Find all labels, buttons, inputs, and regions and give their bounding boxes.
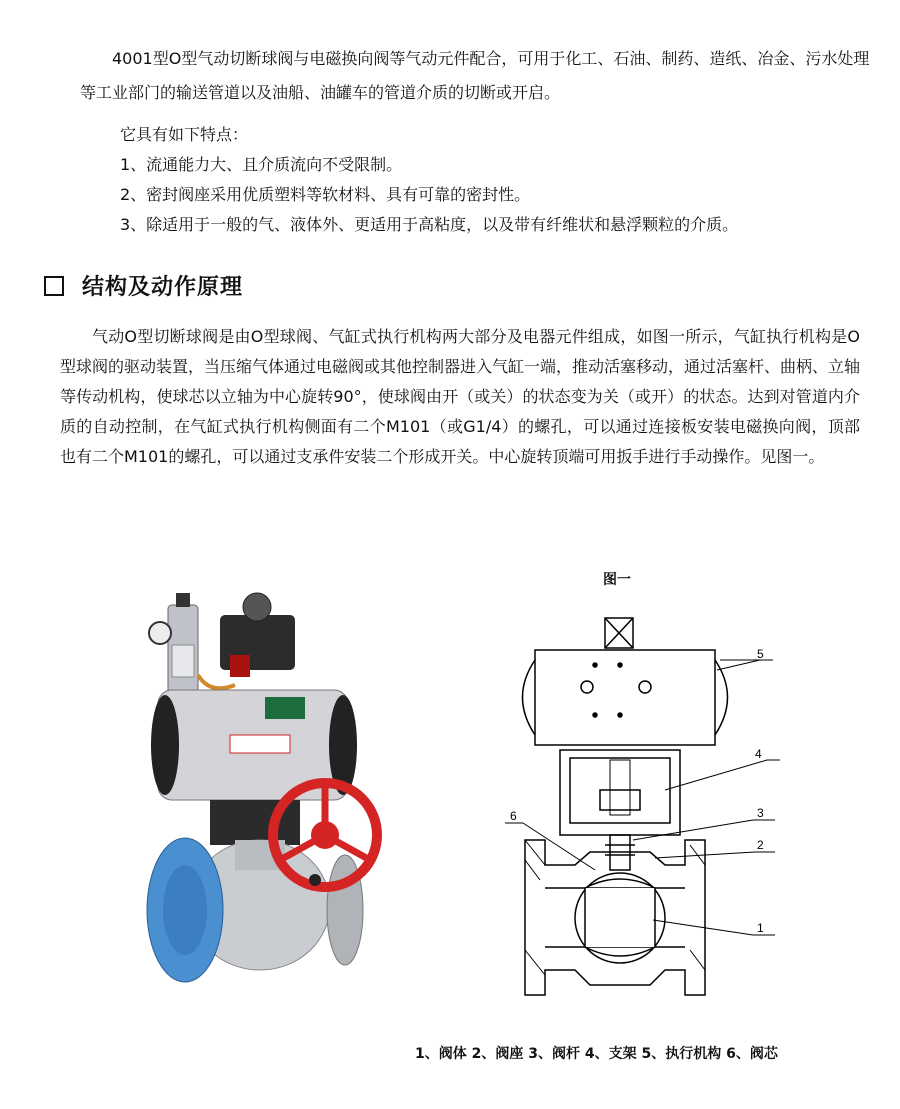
section-paragraph: 气动O型切断球阀是由O型球阀、气缸式执行机构两大部分及电器元件组成，如图一所示，气缸执行机构是O型球阀的驱动装置，当压缩气体通过电磁阀或其他控制器进入气缸一端，推动活塞移动，通过活塞杆、曲柄、立轴等传动机构，使球芯以立轴为中心旋转90°，使球阀由开（或关）的状态变为关（或开）的状态。达到对管道内介质的自动控制，在气缸式执行机构侧面有二个M101（或G1/4）的螺孔，可以通过连接板安装电磁换向阀，顶部也有二个M101的螺孔，可以通过支承件安装二个形成开关。中心旋转顶端可用扳手进行手动操作。见图一。 — [60, 327, 861, 466]
part-label: 6 — [510, 809, 517, 823]
part-label: 5 — [757, 647, 764, 661]
intro-block — [80, 42, 870, 110]
feature-item: 2、密封阀座采用优质塑料等软材料、具有可靠的密封性。 — [120, 185, 531, 204]
part-label: 1 — [757, 921, 764, 935]
part-label: 4 — [755, 747, 762, 761]
intro-paragraph: 4001型O型气动切断球阀与电磁换向阀等气动元件配合，可用于化工、石油、制药、造纸、冶金、污水处理等工业部门的输送管道以及油船、油罐车的管道介质的切断或开启。 — [80, 49, 870, 102]
features-heading: 它具有如下特点： — [120, 125, 249, 144]
valve-technical-drawing — [505, 590, 795, 1010]
feature-item: 1、流通能力大、且介质流向不受限制。 — [120, 155, 403, 174]
figure-caption: 1、阀体 2、阀座 3、阀杆 4、支架 5、执行机构 6、阀芯 — [415, 1046, 778, 1062]
features-list — [120, 120, 738, 240]
section-title: 结构及动作原理 — [82, 275, 244, 300]
part-label: 3 — [757, 806, 764, 820]
section-heading — [44, 270, 243, 301]
part-label: 2 — [757, 838, 764, 852]
feature-item: 3、除适用于一般的气、液体外、更适用于高粘度，以及带有纤维状和悬浮颗粒的介质。 — [120, 215, 739, 234]
figure-title: 图一 — [603, 572, 631, 588]
valve-photo — [140, 585, 400, 1005]
square-bullet-icon — [44, 276, 64, 296]
section-body — [60, 322, 860, 472]
